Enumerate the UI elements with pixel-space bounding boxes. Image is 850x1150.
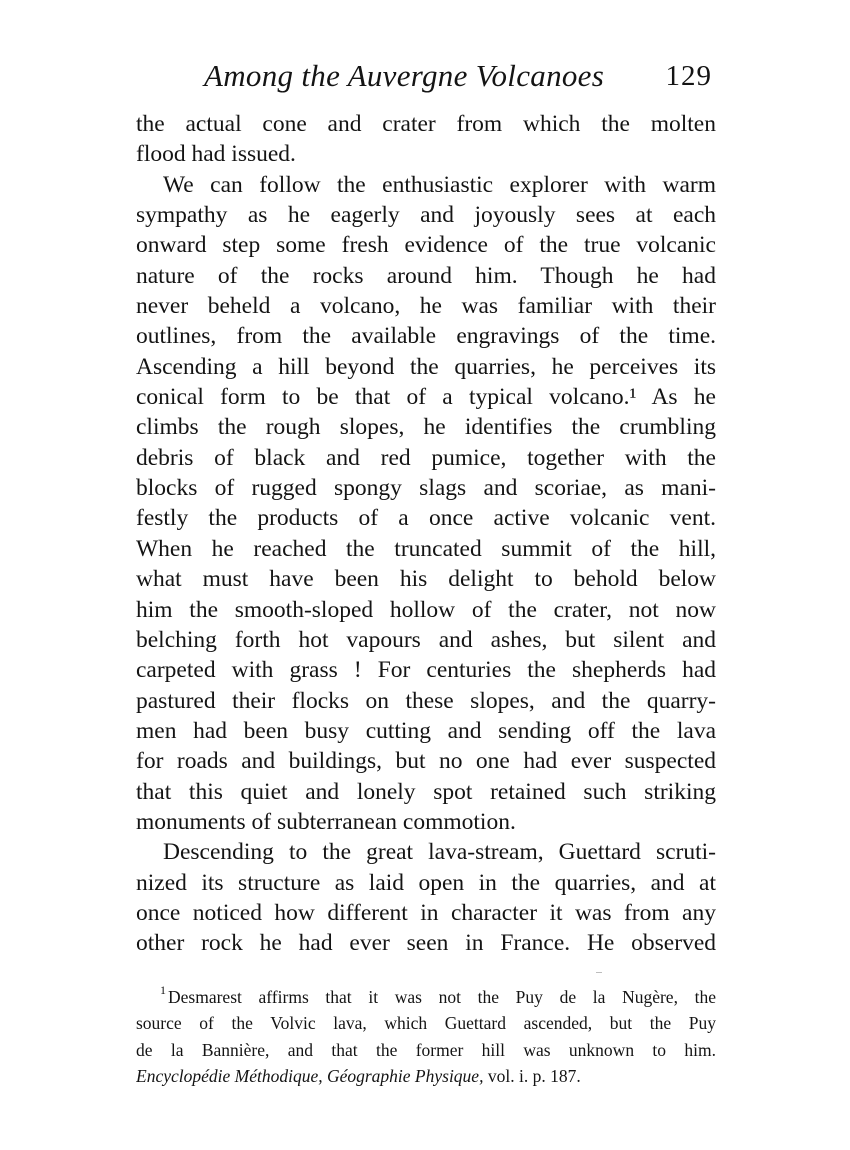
text-line: never beheld a volcano, he was familiar with their xyxy=(136,293,716,320)
paragraph-first-line: We can follow the enthusiastic explorer with warm xyxy=(163,171,716,198)
running-title: Among the Auvergne Volcanoes xyxy=(204,58,605,93)
text-line: debris of black and red pumice, together with the xyxy=(136,444,716,471)
text-line: blocks of rugged spongy slags and scoriae, as mani- xyxy=(136,475,716,502)
footnote-line: source of the Volvic lava, which Guettard ascended, but the Puy xyxy=(136,1013,716,1034)
text-line: sympathy as he eagerly and joyously sees at each xyxy=(136,202,716,229)
text-line: nature of the rocks around him. Though he had xyxy=(136,262,716,289)
footnote-line xyxy=(160,984,716,1010)
footnote-separator xyxy=(596,972,602,973)
text-line: belching forth hot vapours and ashes, but silent and xyxy=(136,626,716,653)
text-line: him the smooth-sloped hollow of the crater, not now xyxy=(136,596,716,623)
text-line: When he reached the truncated summit of the hill, xyxy=(136,535,716,562)
text-line: festly the products of a once active volcanic vent. xyxy=(136,505,716,532)
text-line: for roads and buildings, but no one had ever suspected xyxy=(136,748,716,775)
text-line: conical form to be that of a typical volcano.¹ As he xyxy=(136,384,716,411)
text-line: Ascending a hill beyond the quarries, he perceives its xyxy=(136,353,716,380)
text-line: once noticed how different in character it was from any xyxy=(136,899,716,926)
text-line: monuments of subterranean commotion. xyxy=(136,808,516,835)
text-line: the actual cone and crater from which the molten xyxy=(136,111,716,137)
page-number: 129 xyxy=(665,60,712,92)
text-line: what must have been his delight to behold below xyxy=(136,566,716,593)
text-line: flood had issued. xyxy=(136,141,296,168)
text-line: climbs the rough slopes, he identifies the crumbling xyxy=(136,414,716,441)
text-line: nized its structure as laid open in the quarries, and at xyxy=(136,869,716,896)
paragraph-first-line: Descending to the great lava-stream, Guettard scruti- xyxy=(163,839,716,866)
footnote-marker: 1 xyxy=(160,984,166,997)
running-head xyxy=(136,58,716,98)
footnote-citation xyxy=(136,1063,716,1089)
text-line: men had been busy cutting and sending off the lava xyxy=(136,717,716,744)
citation-title: Encyclopédie Méthodique, Géographie Physique, xyxy=(136,1065,484,1086)
footnote xyxy=(136,984,716,1089)
footnote-text: Desmarest affirms that it was not the Puy de la Nugère, the xyxy=(168,987,716,1007)
body-text xyxy=(136,109,716,959)
text-line: onward step some fresh evidence of the true volcanic xyxy=(136,232,716,259)
citation-reference: vol. i. p. 187. xyxy=(483,1065,581,1086)
text-line: that this quiet and lonely spot retained such striking xyxy=(136,778,716,805)
text-line: other rock he had ever seen in France. He observed xyxy=(136,930,716,957)
footnote-line: de la Bannière, and that the former hill was unknown to him. xyxy=(136,1039,716,1060)
text-line: outlines, from the available engravings of the time. xyxy=(136,323,716,350)
text-line: pastured their flocks on these slopes, and the quarry- xyxy=(136,687,716,714)
text-line: carpeted with grass ! For centuries the shepherds had xyxy=(136,657,716,684)
